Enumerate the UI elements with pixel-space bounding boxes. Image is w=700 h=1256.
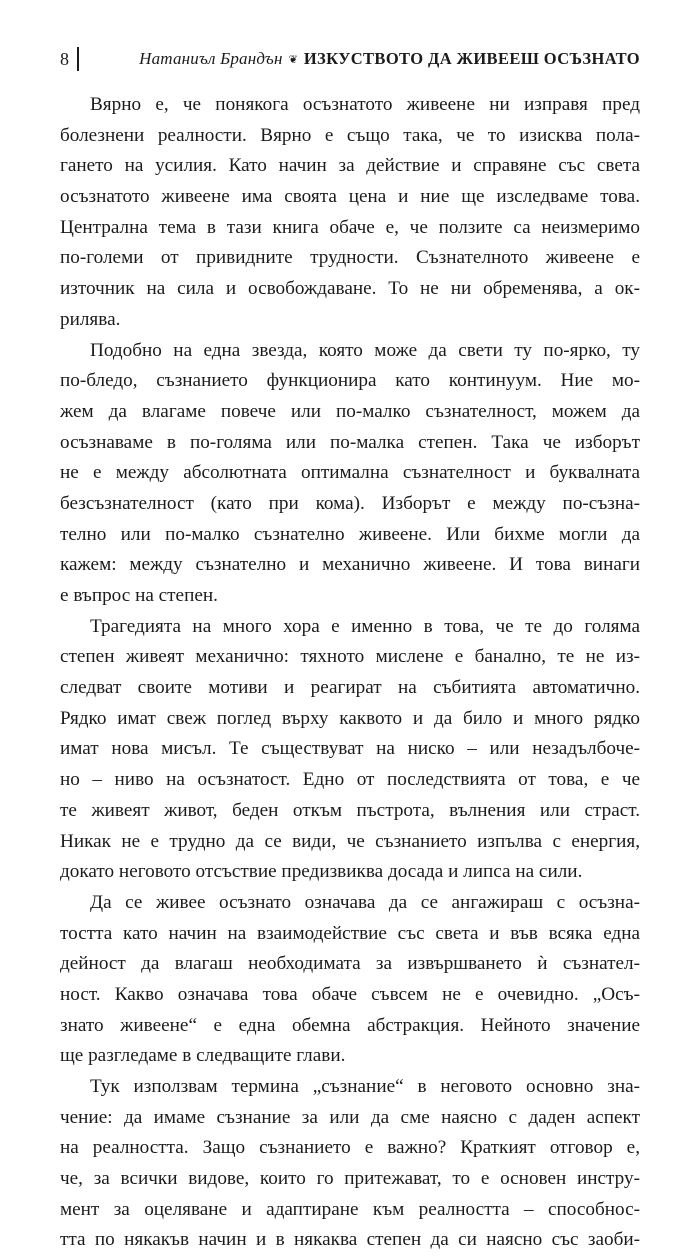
text-line: осъзнатото живеене има своята цена и ние ще изследваме това. bbox=[60, 186, 640, 208]
header-divider bbox=[77, 47, 79, 71]
text-line: Вярно е, че понякога осъзнатото живеене ни изправя пред bbox=[90, 94, 640, 115]
body-text bbox=[60, 90, 640, 1256]
text-line: на реалността. Защо съзнанието е важно? Краткият отговор е, bbox=[60, 1137, 640, 1159]
text-line: степен живеят механично: тяхното мислене е банално, те не из- bbox=[60, 646, 640, 668]
text-line: тта по някакъв начин и в някаква степен да си наясно със заоби- bbox=[60, 1229, 640, 1251]
fleuron-icon: ❦ bbox=[288, 54, 298, 66]
text-line: Централна тема в тази книга обаче е, че ползите са неизмеримо bbox=[60, 216, 640, 238]
paragraph bbox=[60, 888, 640, 1072]
running-head bbox=[60, 44, 640, 74]
text-line: рилява. bbox=[60, 308, 121, 330]
text-line: по-големи от привидните трудности. Съзнателното живеене е bbox=[60, 247, 640, 269]
paragraph bbox=[60, 1072, 640, 1256]
page-number: 8 bbox=[60, 49, 69, 69]
text-line: но – ниво на осъзнатост. Едно от последствията от това, е че bbox=[60, 769, 640, 791]
text-line: докато неговото отсъствие предизвиква досада и липса на сили. bbox=[60, 861, 583, 883]
text-line: Подобно на една звезда, която може да свети ту по-ярко, ту bbox=[90, 339, 640, 361]
text-line: безсъзнателност (като при кома). Изборът е между по-съзна- bbox=[60, 492, 640, 514]
text-line: те живеят живот, беден откъм пъстрота, вълнения или страст. bbox=[60, 799, 640, 821]
book-title: ИЗКУСТВОТО ДА ЖИВЕЕШ ОСЪЗНАТО bbox=[303, 49, 640, 68]
text-line: Тук използвам термина „съзнание“ в неговото основно зна- bbox=[90, 1076, 640, 1097]
text-line: ност. Какво означава това обаче съвсем не е очевидно. „Осъ- bbox=[60, 983, 640, 1005]
text-line: чение: да имаме съзнание за или да сме наясно с даден аспект bbox=[60, 1106, 640, 1128]
text-line: ще разгледаме в следващите глави. bbox=[60, 1045, 346, 1067]
author-name: Натаниъл Брандън bbox=[139, 49, 283, 68]
text-line: мент за оцеляване и адаптиране към реалността – способнос- bbox=[60, 1198, 640, 1220]
text-line: следват своите мотиви и реагират на събитията автоматично. bbox=[60, 677, 640, 699]
text-line: осъзнаваме в по-голяма или по-малка степен. Така че изборът bbox=[60, 431, 640, 453]
text-line: тостта като начин на взаимодействие със света и във всяка една bbox=[60, 922, 640, 944]
text-line: Трагедията на много хора е именно в това, че те до голяма bbox=[90, 615, 640, 637]
paragraph bbox=[60, 90, 640, 336]
text-line: гането на усилия. Като начин за действие и справяне със света bbox=[60, 155, 640, 177]
text-line: източник на сила и освобождаване. То не ни обременява, а ок- bbox=[60, 278, 640, 300]
text-line: е въпрос на степен. bbox=[60, 585, 218, 606]
text-line: кажем: между съзнателно и механично живеене. И това винаги bbox=[60, 554, 640, 576]
text-line: знато живеене“ е една обемна абстракция. Нейното значение bbox=[60, 1014, 640, 1036]
paragraph bbox=[60, 336, 640, 612]
text-line: Да се живее осъзнато означава да се ангажираш с осъзна- bbox=[90, 891, 640, 913]
text-line: дейност да влагаш необходимата за извършването ѝ съзнател- bbox=[60, 953, 640, 975]
text-line: че, за всички видове, които го притежават, то е основен инстру- bbox=[60, 1168, 640, 1190]
text-line: не е между абсолютната оптимална съзнателност и буквалната bbox=[60, 462, 640, 484]
text-line: имат нова мисъл. Те съществуват на ниско – или незадълбоче- bbox=[60, 738, 640, 760]
text-line: Никак не е трудно да се види, че съзнанието изпълва с енергия, bbox=[60, 830, 640, 852]
text-line: жем да влагаме повече или по-малко съзнателност, можем да bbox=[60, 400, 640, 422]
text-line: телно или по-малко съзнателно живеене. Или бихме могли да bbox=[60, 523, 640, 545]
paragraph bbox=[60, 612, 640, 888]
text-line: по-бледо, съзнанието функционира като континуум. Ние мо- bbox=[60, 370, 640, 392]
text-line: болезнени реалности. Вярно е също така, че то изисква пола- bbox=[60, 124, 640, 146]
text-line: Рядко имат свеж поглед върху каквото и да било и много рядко bbox=[60, 707, 640, 729]
